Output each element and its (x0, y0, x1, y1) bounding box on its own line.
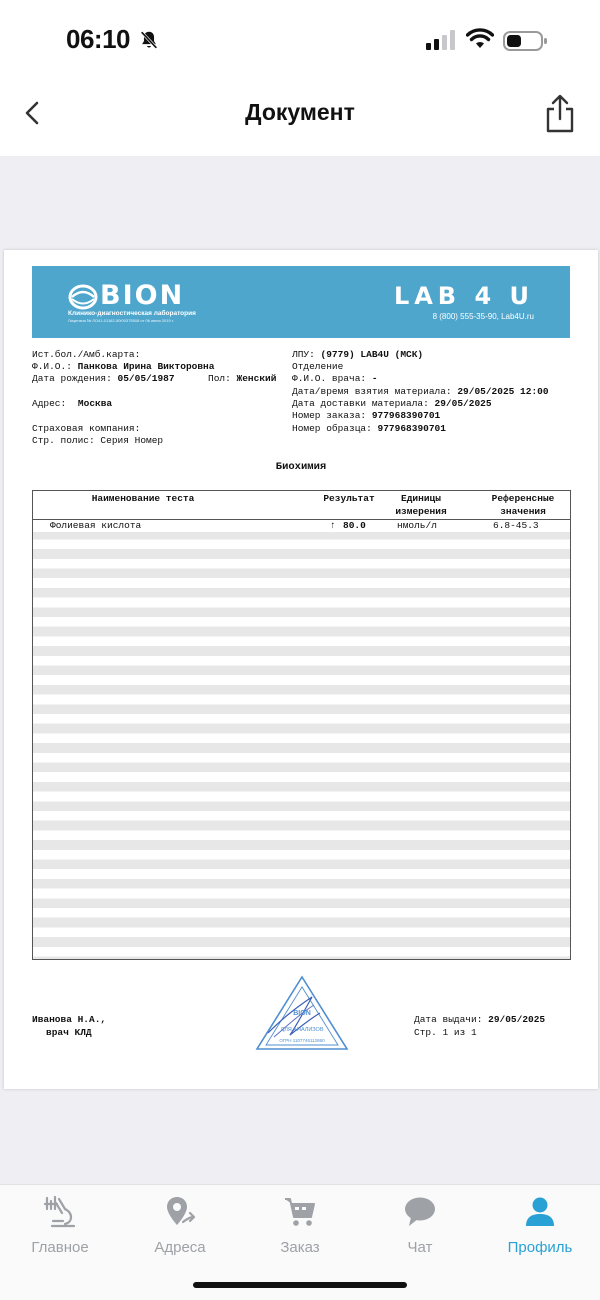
order-number-value: 977968390701 (371, 410, 441, 421)
dob-row (32, 373, 175, 384)
tab-addresses-label: Адреса (154, 1239, 206, 1256)
bion-license: Лицензия № ЛО41-01162-50/00375508 от 06 июня 2019 г. (68, 318, 174, 323)
issue-date-value: 29/05/2025 (488, 1014, 546, 1025)
tab-profile-label: Профиль (507, 1239, 573, 1256)
status-time: 06:10 (66, 24, 130, 54)
sample-number-value: 977968390701 (377, 423, 446, 434)
issue-date-row (414, 1014, 545, 1025)
delivered-row (292, 398, 492, 409)
person-icon (523, 1195, 557, 1229)
tab-addresses[interactable] (120, 1195, 240, 1259)
reference-cell: 6.8-45.3 (493, 520, 539, 531)
address-label: Адрес: (32, 398, 67, 409)
doctor-row (292, 373, 378, 384)
collected-value: 29/05/2025 12:00 (457, 386, 549, 397)
tab-home[interactable] (0, 1195, 120, 1259)
lpu-label: ЛПУ: (292, 349, 315, 360)
sex-value: Женский (236, 373, 277, 384)
wifi-icon (466, 28, 494, 50)
stamp-ogrn: ОГРН 1107746112860 (279, 1038, 325, 1043)
issue-date-label: Дата выдачи: (414, 1014, 483, 1025)
tab-order-label: Заказ (280, 1239, 320, 1256)
cellular-signal-icon (426, 30, 458, 50)
sex-label: Пол: (208, 373, 231, 384)
top-bar (0, 0, 600, 156)
fio-value: Панкова Ирина Викторовна (77, 361, 215, 372)
sample-number-label: Номер образца: (292, 423, 372, 434)
fio-label: Ф.И.О.: (32, 361, 72, 372)
map-pin-icon (163, 1195, 197, 1229)
dob-value: 05/05/1987 (117, 373, 175, 384)
document-page (4, 250, 598, 1089)
fio-row (32, 361, 214, 372)
lpu-row (292, 349, 423, 360)
delivered-label: Дата доставки материала: (292, 398, 429, 409)
sample-number-row (292, 423, 446, 434)
test-name-cell: Фолиевая кислота (50, 520, 142, 531)
table-row (33, 520, 570, 532)
insurance-label: Страховая компания: (32, 423, 141, 434)
lab4u-brand-name: LAB 4 U (393, 282, 534, 310)
address-row (32, 398, 112, 409)
share-icon[interactable] (542, 94, 578, 134)
results-table (32, 490, 571, 960)
microscope-icon (43, 1195, 77, 1229)
table-header (33, 491, 570, 520)
lpu-value: (9779) LAB4U (МСК) (320, 349, 424, 360)
cart-icon (283, 1195, 317, 1229)
bion-logo-icon (68, 284, 98, 310)
page-title: Документ (245, 99, 355, 125)
bion-brand-name: BION (100, 280, 185, 311)
home-indicator[interactable] (193, 1282, 407, 1288)
tab-profile[interactable] (480, 1195, 600, 1259)
collected-row (292, 386, 549, 397)
lab-stamp (254, 975, 350, 1053)
department-label: Отделение (292, 361, 344, 372)
doctor-value: - (371, 373, 378, 384)
tab-chat-label: Чат (407, 1239, 433, 1256)
tab-home-label: Главное (31, 1239, 89, 1256)
page-counter: Стр. 1 из 1 (414, 1027, 477, 1038)
battery-icon (503, 30, 549, 52)
chat-bubble-icon (403, 1195, 437, 1229)
result-value-cell: 80.0 (343, 520, 366, 531)
policy-label: Стр. полис: Серия Номер (32, 435, 164, 446)
signer-role: врач КЛД (46, 1027, 92, 1038)
collected-label: Дата/время взятия материала: (292, 386, 452, 397)
lab4u-contacts: 8 (800) 555-35-90, Lab4U.ru (432, 312, 534, 321)
dob-label: Дата рождения: (32, 373, 112, 384)
section-title: Биохимия (275, 461, 327, 473)
signer-name: Иванова Н.А., (32, 1014, 107, 1025)
lab-header-banner (32, 266, 570, 338)
col-header-units: Единицы измерения (395, 493, 447, 517)
order-number-row (292, 410, 440, 421)
col-header-result: Результат (323, 493, 375, 504)
address-value: Москва (77, 398, 113, 409)
doctor-label: Ф.И.О. врача: (292, 373, 367, 384)
stamp-text: ДЛЯ АНАЛИЗОВ (280, 1027, 324, 1033)
bell-muted-icon (138, 29, 160, 51)
table-body-stripes (33, 520, 570, 960)
result-flag-up-icon: ↑ (330, 520, 336, 531)
order-number-label: Номер заказа: (292, 410, 367, 421)
stamp-brand: BION (293, 1010, 311, 1017)
card-label: Ист.бол./Амб.карта: (32, 349, 141, 360)
sex-row (208, 373, 276, 384)
col-header-reference: Референсные значения (491, 493, 555, 517)
delivered-value: 29/05/2025 (434, 398, 492, 409)
tab-order[interactable] (240, 1195, 360, 1259)
units-cell: нмоль/л (397, 520, 437, 531)
tab-chat[interactable] (360, 1195, 480, 1259)
col-header-name: Наименование теста (91, 493, 195, 504)
bion-subtitle: Клинико-диагностическая лаборатория (68, 310, 196, 317)
